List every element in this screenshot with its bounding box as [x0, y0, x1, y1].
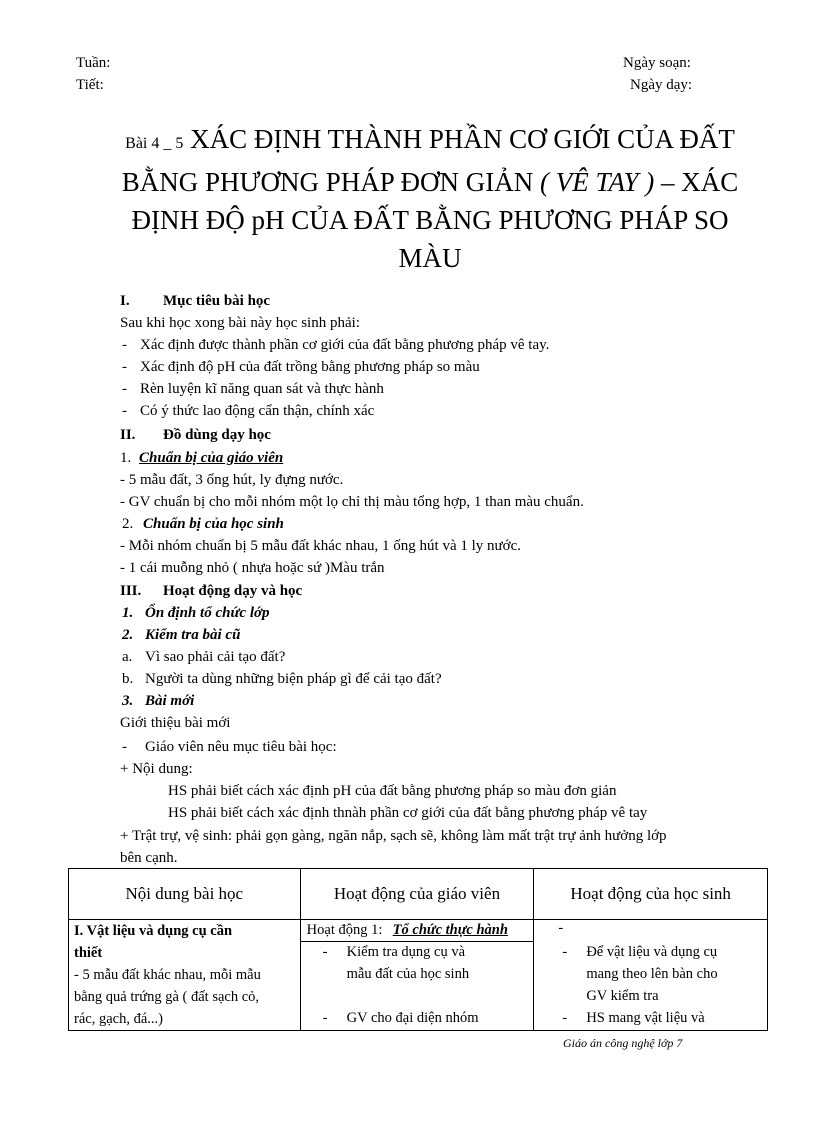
section-2-heading: Đồ dùng dạy học — [163, 427, 271, 443]
title-italic: ( VÊ TAY ) — [539, 167, 655, 197]
teacher-prep-heading: Chuẩn bị của giáo viên — [139, 450, 284, 466]
rules-line-2: bên cạnh. — [120, 850, 178, 866]
content-cell — [69, 920, 301, 1031]
content-line-1: HS phải biết cách xác định pH của đất bằng phương pháp so màu đơn giản — [168, 783, 617, 799]
lesson-title — [100, 120, 760, 277]
teacher-prep-item: - 5 mẫu đất, 3 ống hút, ly đựng nước. — [120, 472, 344, 488]
materials-line: bằng quả trứng gà ( đất sạch cỏ, — [74, 989, 260, 1005]
section-2-number: II. — [120, 427, 136, 443]
materials-line: - 5 mẫu đất khác nhau, mỗi mẫu — [74, 967, 261, 983]
student-dash-top: - — [558, 920, 564, 936]
objective-item: Xác định được thành phần cơ giới của đất bằng phương pháp vê tay. — [140, 337, 550, 353]
student-prep-heading: Chuẩn bị của học sinh — [143, 516, 284, 532]
new-lesson-intro: Giới thiệu bài mới — [120, 715, 231, 731]
title-part-2: – XÁC ĐỊNH ĐỘ pH CỦA ĐẤT BẰNG PHƯƠNG PHÁP SO MÀU — [131, 167, 739, 273]
teacher-dash: - — [322, 944, 328, 960]
student-dash: - — [562, 944, 568, 960]
student-cell — [534, 920, 768, 1031]
materials-line: rác, gạch, đá...) — [74, 1011, 163, 1027]
student-dash: - — [562, 1010, 568, 1026]
teacher-item-2: GV cho đại diện nhóm — [346, 1010, 479, 1026]
student-item-1a: Để vật liệu và dụng cụ — [586, 944, 718, 960]
student-item-1c: GV kiểm tra — [586, 988, 659, 1004]
table-row — [69, 920, 768, 1031]
objective-item: Xác định độ pH của đất trồng bằng phương pháp so màu — [140, 359, 480, 375]
section-1-heading: Mục tiêu bài học — [163, 293, 271, 309]
objective-dash: - — [122, 359, 127, 375]
activity-1-title: Tổ chức thực hành — [392, 922, 508, 938]
header-tuan: Tuần: — [76, 55, 111, 71]
lesson-activity-table — [68, 868, 768, 1031]
page-footer: Giáo án công nghệ lớp 7 — [563, 1036, 683, 1050]
teacher-item-1b: mẫu đất của học sinh — [346, 966, 470, 982]
student-item-2: HS mang vật liệu và — [586, 1010, 705, 1026]
section-1-number: I. — [120, 293, 130, 309]
student-prep-item: - Mỗi nhóm chuẩn bị 5 mẫu đất khác nhau, 1 ống hút và 1 ly nước. — [120, 538, 521, 554]
table-header-row — [69, 869, 768, 920]
teacher-cell — [300, 920, 534, 1031]
materials-title-2: thiết — [74, 945, 103, 961]
col-header-teacher: Hoạt động của giáo viên — [300, 869, 534, 920]
header-ngay-day: Ngày dạy: — [630, 77, 693, 93]
col-header-student: Hoạt động của học sinh — [534, 869, 768, 920]
materials-title-1: I. Vật liệu và dụng cụ cần — [74, 923, 233, 939]
title-part-1: XÁC ĐỊNH THÀNH PHẦN CƠ GIỚI CỦA ĐẤT BẰNG PHƯƠNG PHÁP ĐƠN GIẢN — [121, 124, 735, 197]
col-header-content: Nội dung bài học — [69, 869, 301, 920]
teacher-dash: - — [322, 1010, 328, 1026]
lesson-number: Bài 4 _ 5 — [125, 135, 184, 152]
section-3-heading: Hoạt động dạy và học — [163, 583, 303, 599]
question-a-label: a. — [122, 649, 133, 665]
step-2-heading: Kiểm tra bài cũ — [145, 627, 241, 643]
step-1-number: 1. — [122, 605, 134, 621]
content-label: + Nội dung: — [120, 761, 193, 777]
goal-dash: - — [122, 739, 127, 755]
objective-item: Có ý thức lao động cẩn thận, chính xác — [140, 403, 375, 419]
objective-dash: - — [122, 337, 127, 353]
activity-1-label: Hoạt động 1: — [306, 922, 383, 938]
student-item-1b: mang theo lên bàn cho — [586, 966, 718, 982]
question-b: Người ta dùng những biện pháp gì để cải tạo đất? — [145, 671, 442, 687]
step-3-number: 3. — [122, 693, 134, 709]
teacher-goal-line: Giáo viên nêu mục tiêu bài học: — [145, 739, 337, 755]
header-tiet: Tiết: — [76, 77, 104, 93]
activity-1-header — [301, 920, 534, 942]
section-3-number: III. — [120, 583, 142, 599]
teacher-item-1a: Kiểm tra dụng cụ và — [346, 944, 466, 960]
student-prep-item: - 1 cái muỗng nhỏ ( nhựa hoặc sứ )Màu trắn — [120, 560, 385, 576]
section-1-intro: Sau khi học xong bài này học sinh phải: — [120, 315, 360, 331]
objective-dash: - — [122, 403, 127, 419]
teacher-prep-number: 1. — [120, 450, 132, 466]
step-2-number: 2. — [122, 627, 134, 643]
question-a: Vì sao phải cải tạo đất? — [145, 649, 286, 665]
question-b-label: b. — [122, 671, 134, 687]
content-line-2: HS phải biết cách xác định thnàh phần cơ giới của đất bằng phương pháp vê tay — [168, 805, 648, 821]
rules-line-1: + Trật trự, vệ sinh: phải gọn gàng, ngăn nắp, sạch sẽ, không làm mất trật trự ảnh hưởng lớp — [120, 828, 667, 844]
objective-dash: - — [122, 381, 127, 397]
step-3-heading: Bài mới — [145, 693, 195, 709]
header-ngay-soan: Ngày soạn: — [623, 55, 691, 71]
teacher-prep-item: - GV chuẩn bị cho mỗi nhóm một lọ chỉ thị màu tổng hợp, 1 than màu chuẩn. — [120, 494, 584, 510]
step-1-heading: Ổn định tổ chức lớp — [145, 605, 270, 621]
student-prep-number: 2. — [122, 516, 134, 532]
objective-item: Rèn luyện kĩ năng quan sát và thực hành — [140, 381, 384, 397]
